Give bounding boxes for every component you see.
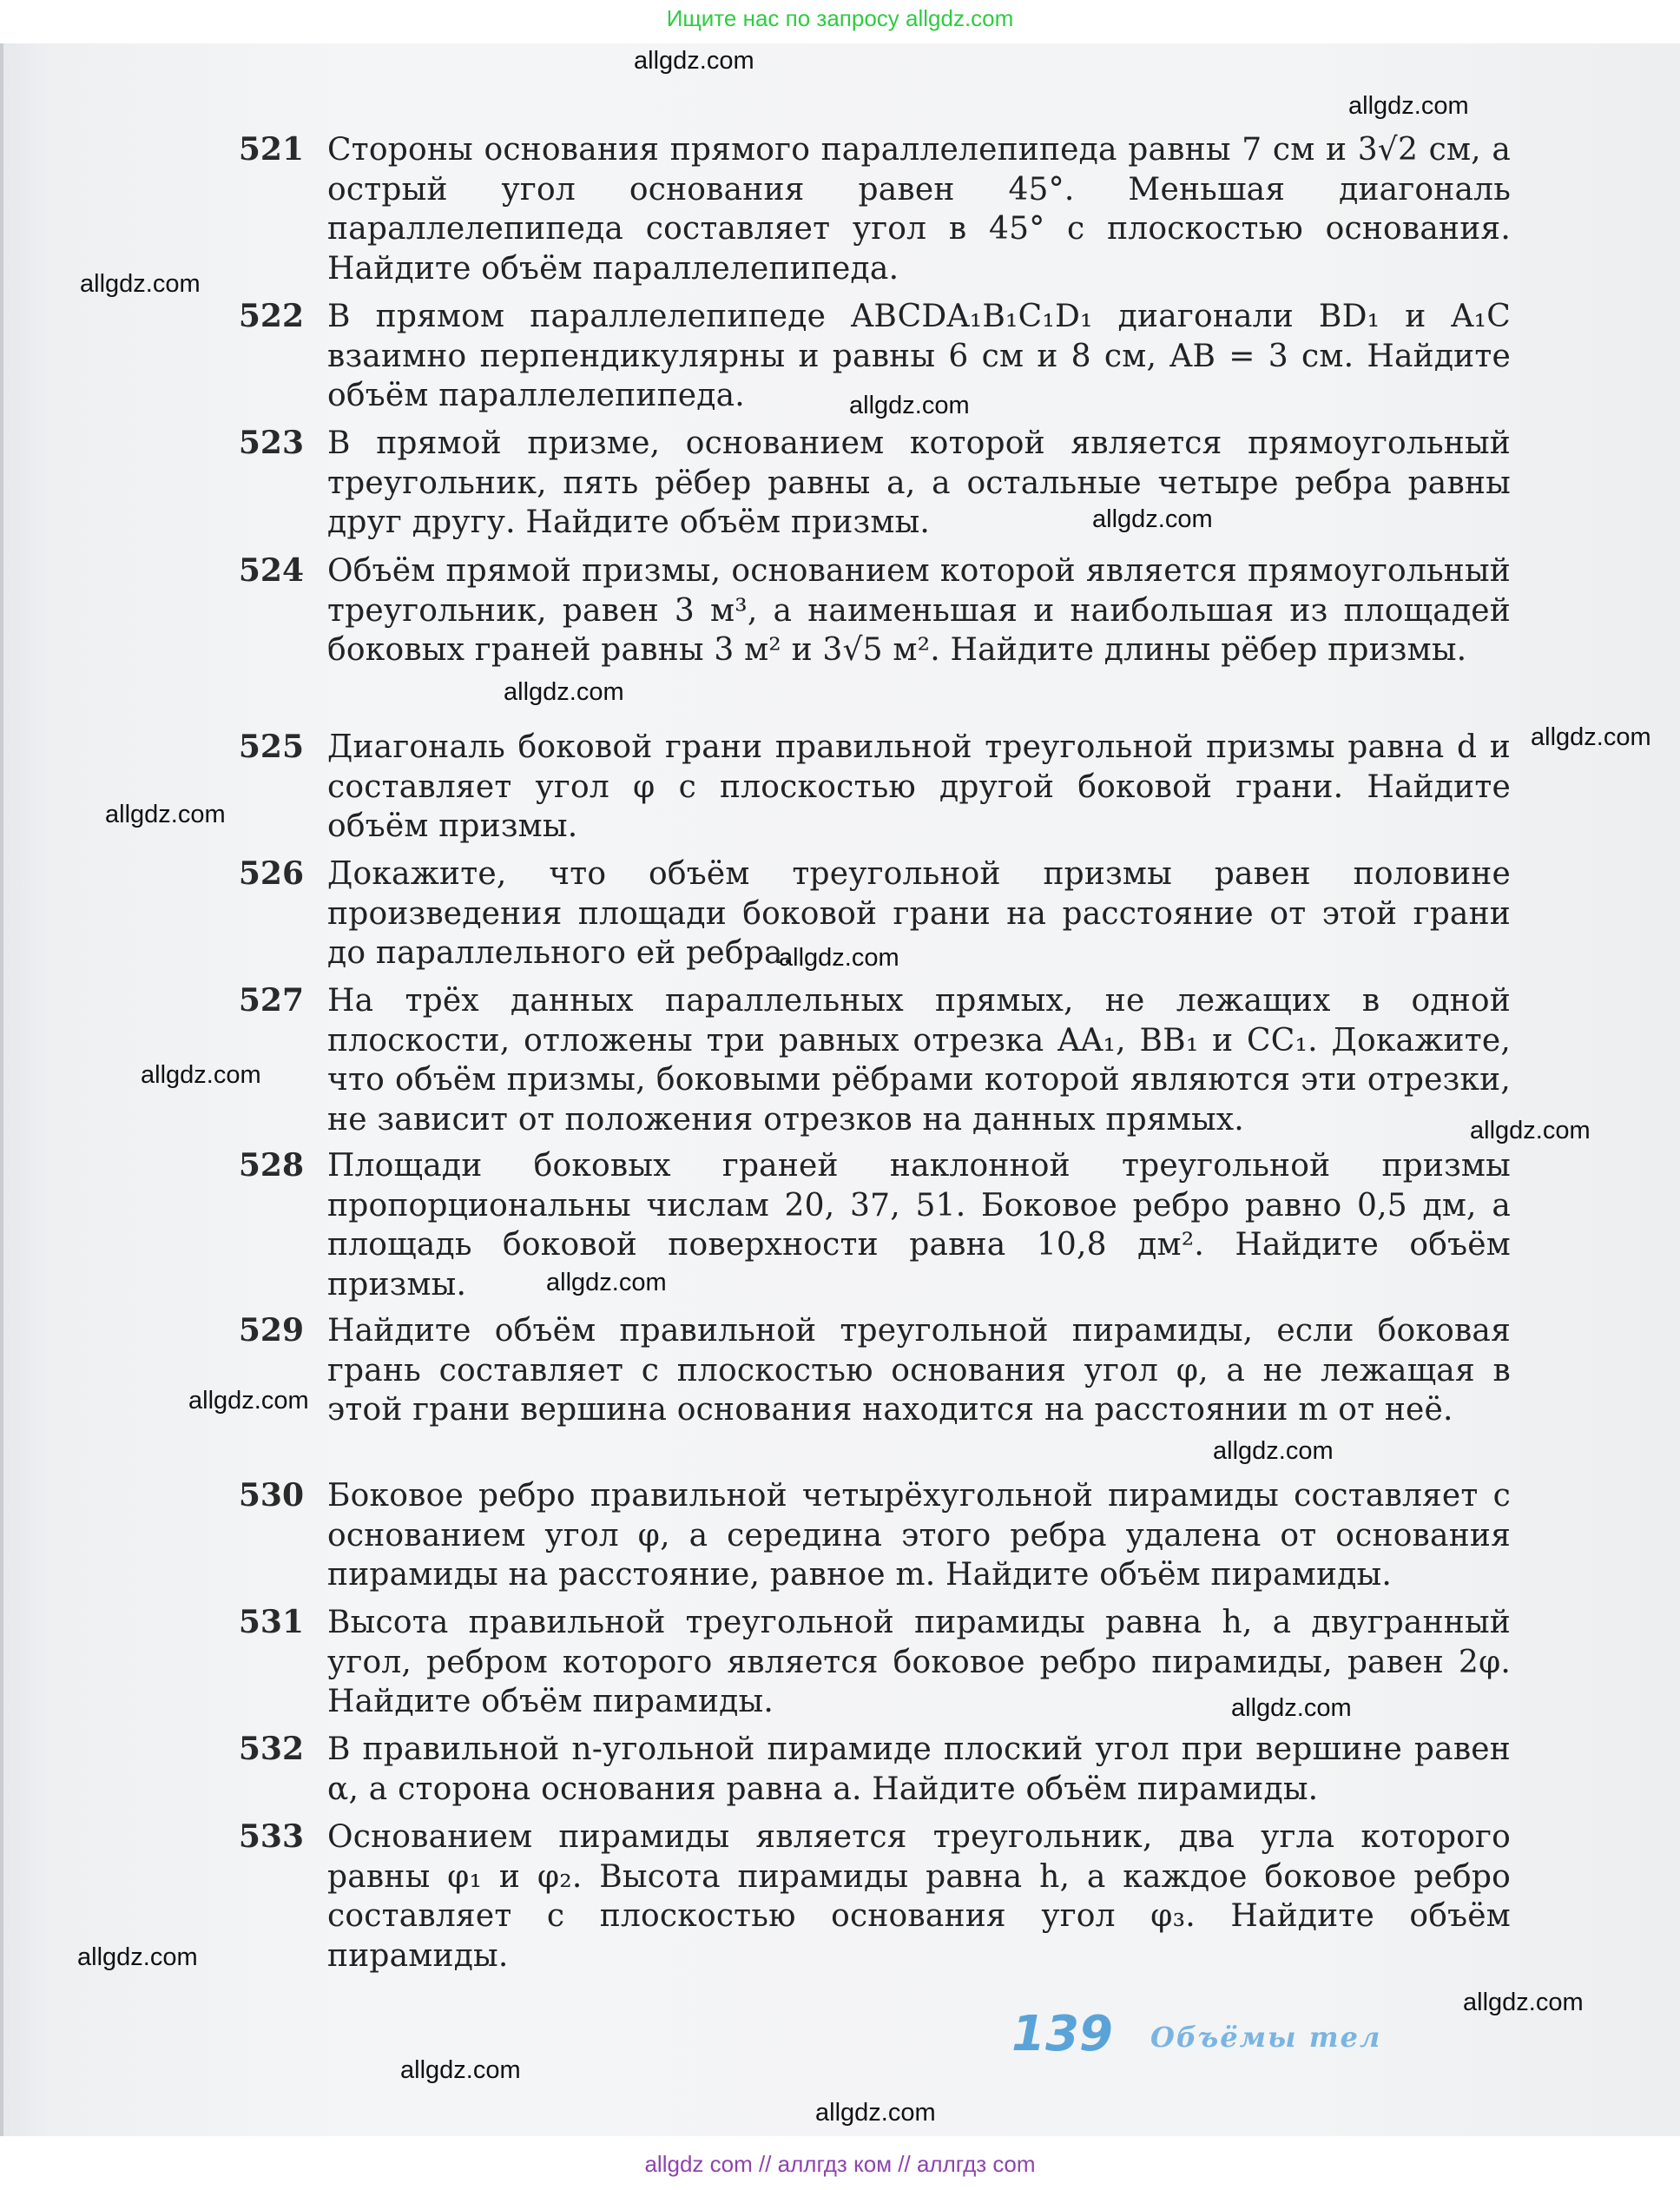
watermark: allgdz.com (1213, 1437, 1334, 1465)
section-title: Объёмы тел (1150, 2021, 1382, 2054)
problem-text: Площади боковых граней наклонной треугольной призмы пропорциональны числам 20, 37, 51. Боковое ребро равно 0,5 дм, а площадь боковой поверхности равна 10,8 дм². Найдите объём призмы. (327, 1148, 1511, 1303)
problem-text: Найдите объём правильной треугольной пирамиды, если боковая грань составляет с плоскостью основания угол φ, а не лежащая в этой грани вершина основания находится на расстоянии m от неё. (327, 1313, 1511, 1428)
problem-number: 525 (238, 729, 304, 765)
watermark: allgdz.com (546, 1269, 667, 1296)
problem-text: Диагональ боковой грани правильной треугольной призмы равна d и составляет угол φ с плоскостью другой боковой грани. Найдите объём призмы. (327, 729, 1511, 844)
watermark: allgdz.com (400, 2056, 521, 2084)
problem-text: В прямом параллелепипеде ABCDA₁B₁C₁D₁ диагонали BD₁ и A₁C взаимно перпендикулярны и равны 6 см и 8 см, AB = 3 см. Найдите объём параллелепипеда. (327, 299, 1511, 413)
problem-number: 530 (238, 1477, 304, 1514)
watermark: allgdz.com (1231, 1694, 1352, 1722)
problem-text: Высота правильной треугольной пирамиды равна h, а двугранный угол, ребром которого является боковое ребро пирамиды, равен 2φ. Найдите объём пирамиды. (327, 1605, 1511, 1719)
problem-text: Основанием пирамиды является треугольник, два угла которого равны φ₁ и φ₂. Высота пирамиды равна h, а каждое боковое ребро составляет с плоскостью основания угол φ₃. Найдите объём пирамиды. (327, 1819, 1511, 1974)
watermark: allgdz.com (1531, 723, 1651, 751)
top-banner[interactable]: Ищите нас по запросу allgdz.com (666, 5, 1014, 31)
problem-number: 529 (238, 1312, 304, 1349)
watermark: allgdz.com (504, 678, 624, 706)
watermark: allgdz.com (779, 944, 899, 972)
watermark: allgdz.com (141, 1061, 261, 1089)
watermark: allgdz.com (815, 2099, 936, 2127)
problem-number: 523 (238, 425, 304, 461)
problem-number: 524 (238, 552, 304, 589)
problem-text: В прямой призме, основанием которой является прямоугольный треугольник, пять рёбер равны a, а остальные четыре ребра равны друг другу. Найдите объём призмы. (327, 425, 1511, 540)
watermark: allgdz.com (80, 270, 201, 298)
problem-text: Стороны основания прямого параллелепипеда равны 7 см и 3√2 см, а острый угол основания равен 45°. Меньшая диагональ параллелепипеда составляет угол в 45° с плоскостью основания. Найдите объём параллелепипеда. (327, 132, 1511, 287)
watermark: allgdz.com (634, 47, 754, 75)
watermark: allgdz.com (105, 801, 226, 828)
watermark: allgdz.com (77, 1943, 198, 1971)
problem-text: Докажите, что объём треугольной призмы равен половине произведения площади боковой грани на расстояние от этой грани до параллельного ей ребра. (327, 856, 1511, 971)
problem-text: На трёх данных параллельных прямых, не лежащих в одной плоскости, отложены три равных отрезка AA₁, BB₁ и CC₁. Докажите, что объём призмы, боковыми рёбрами которой являются эти отрезки, не зависит от положения отрезков на данных прямых. (327, 983, 1511, 1138)
watermark: allgdz.com (849, 392, 970, 419)
watermark: allgdz.com (1092, 505, 1213, 533)
problem-number: 531 (238, 1604, 304, 1640)
watermark: allgdz.com (188, 1387, 309, 1415)
problem-number: 526 (238, 855, 304, 892)
problem-number: 521 (238, 131, 304, 168)
problem-number: 528 (238, 1147, 304, 1184)
page-number: 139 (1011, 2006, 1113, 2062)
problem-number: 532 (238, 1731, 304, 1767)
problem-number: 533 (238, 1818, 304, 1855)
watermark: allgdz.com (1463, 1989, 1584, 2016)
problem-text: Боковое ребро правильной четырёхугольной пирамиды составляет с основанием угол φ, а середина этого ребра удалена от основания пирамиды на расстояние, равное m. Найдите объём пирамиды. (327, 1478, 1511, 1593)
problem-number: 522 (238, 298, 304, 334)
problem-number: 527 (238, 982, 304, 1019)
problem-text: В правильной n-угольной пирамиде плоский угол при вершине равен α, а сторона основания равна a. Найдите объём пирамиды. (327, 1732, 1511, 1807)
watermark: allgdz.com (1470, 1117, 1591, 1144)
problem-text: Объём прямой призмы, основанием которой является прямоугольный треугольник, равен 3 м³, а наименьшая и наибольшая из площадей боковых граней равны 3 м² и 3√5 м². Найдите длины рёбер призмы. (327, 553, 1511, 668)
bottom-links-bar[interactable]: allgdz com // аллгдз ком // аллгдз com (644, 2151, 1036, 2177)
page-edge (0, 43, 3, 2136)
watermark: allgdz.com (1348, 92, 1469, 120)
